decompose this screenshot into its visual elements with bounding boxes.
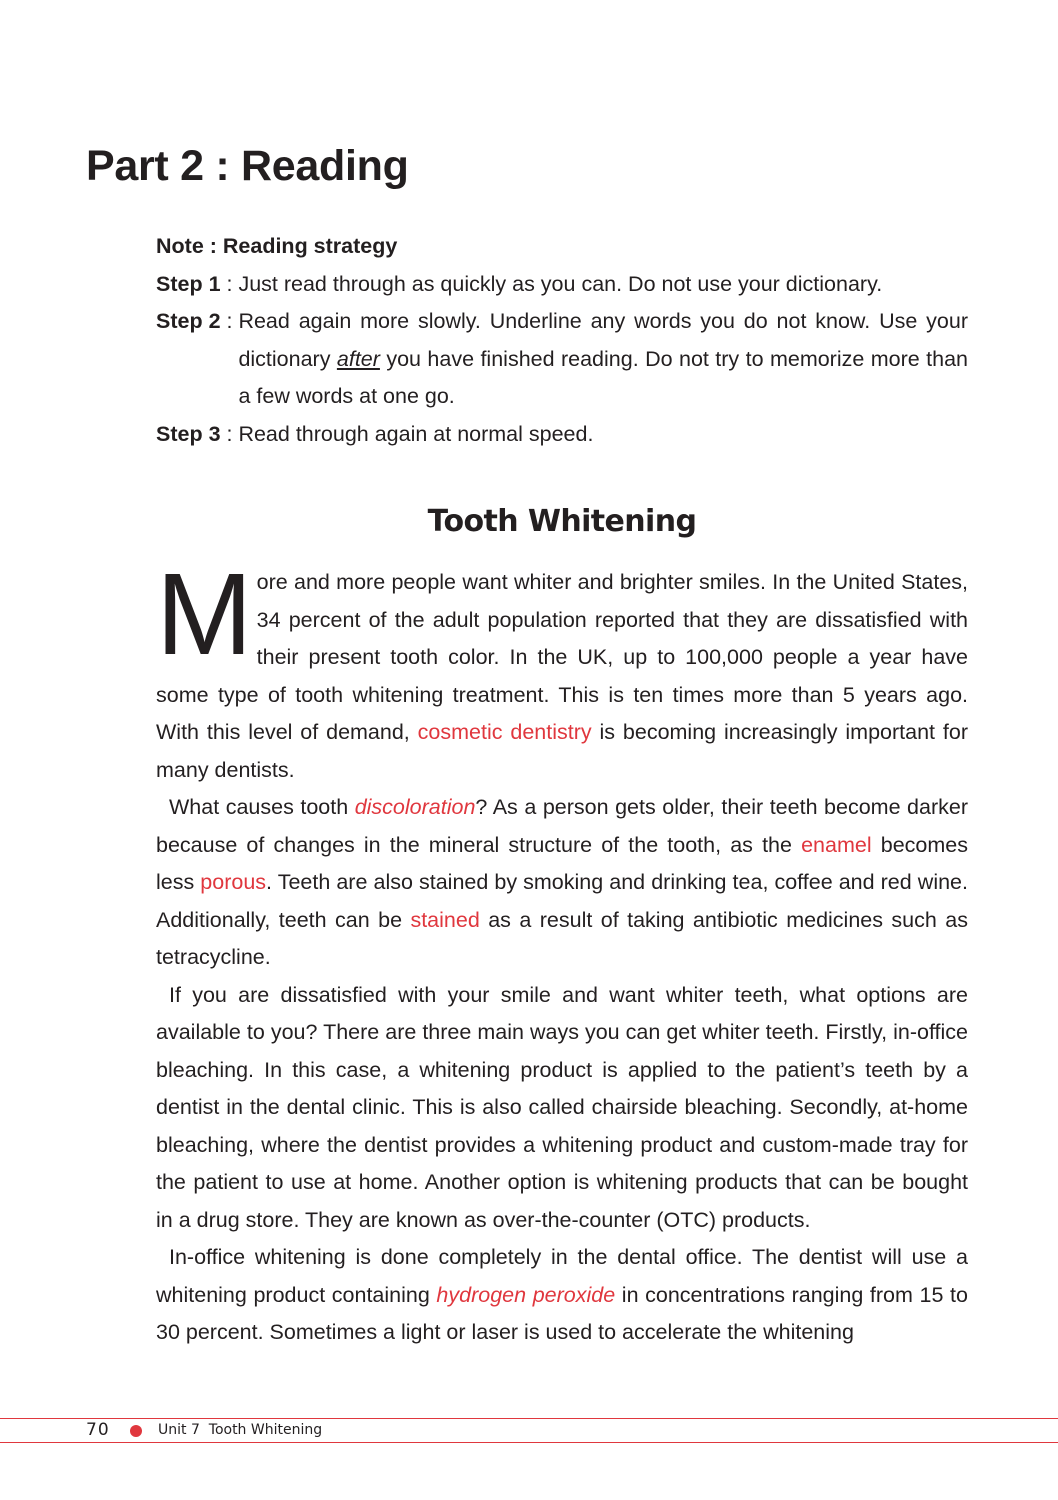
step-2: [156, 303, 968, 416]
paragraph-3: If you are dissatisfied with your smile and want whiter teeth, what options are available to you? There are three main ways you can get whiter teeth. Firstly, in-office bleaching. In this case, a whitening product is applied to the patient’s teeth by a dentist in the dental clinic. This is also called chairside bleaching. Secondly, at-home bleaching, where the dentist provides a whitening product and custom-made tray for the patient to use at home. Another option is whitening products that can be bought in a drug store. They are known as over-the-counter (OTC) products.: [156, 982, 968, 1232]
vocab-term: hydrogen peroxide: [436, 1282, 616, 1307]
page-title: Part 2 : Reading: [86, 142, 409, 190]
vocab-term: stained: [410, 907, 480, 932]
step-3-label: Step 3: [156, 421, 221, 446]
vocab-term: discoloration: [354, 795, 476, 819]
vocab-term: cosmetic dentistry: [417, 720, 592, 744]
step-3-text: Read through again at normal speed.: [238, 421, 594, 446]
paragraph-1: More and more people want whiter and brighter smiles. In the United States, 34 percent of the adult population reported that they are dissatisfied with their present tooth color. In the UK, up to 100,000 people a year have some type of tooth whitening treatment. This is ten times more than 5 years ago. With this level of demand, cosmetic dentistry is becoming increasingly important for many dentists.: [156, 549, 968, 782]
step-1-separator: :: [220, 271, 239, 296]
vocab-term: enamel: [801, 832, 872, 857]
article-body: [156, 549, 969, 1352]
footer-unit-title: Tooth Whitening: [208, 1422, 323, 1438]
step-1: [156, 266, 968, 304]
step-3: [156, 416, 968, 454]
reading-strategy-note: [156, 228, 968, 453]
note-heading: Note : Reading strategy: [156, 234, 398, 258]
step-2-label: Step 2: [156, 309, 221, 333]
step-1-label: Step 1: [156, 271, 221, 296]
article-title: Tooth Whitening: [427, 504, 697, 539]
step-2-separator: :: [220, 309, 239, 333]
drop-cap: M: [156, 549, 253, 679]
footer-unit-label: [158, 1422, 322, 1439]
bullet-dot-icon: [130, 1425, 142, 1437]
vocab-term: porous: [200, 870, 267, 894]
footer-rule-top: [0, 1418, 1058, 1419]
paragraph-4: In-office whitening is done completely in the dental office. The dentist will use a whitening product containing hydrogen peroxide in concentrations ranging from 15 to 30 percent. Sometimes a light or laser is used to accelerate the whitening: [156, 1245, 968, 1344]
step-3-separator: :: [220, 421, 239, 446]
step-1-text: Just read through as quickly as you can. Do not use your dictionary.: [238, 271, 883, 296]
footer-rule-bottom: [0, 1442, 1058, 1443]
step-2-emphasis: after: [336, 346, 380, 371]
footer-unit: Unit 7: [158, 1422, 200, 1438]
paragraph-2: What causes tooth discoloration? As a person gets older, their teeth become darker because of changes in the mineral structure of the tooth, as the enamel becomes less porous. Teeth are also stained by smoking and drinking tea, coffee and red wine. Additionally, teeth can be stained as a result of taking antibiotic medicines such as tetracycline.: [156, 795, 969, 969]
page-number: 70: [86, 1420, 110, 1440]
step-2-text: Read again more slowly. Underline any words you do not know. Use your dictionary after you have finished reading. Do not try to memorize more than a few words at one go.: [238, 309, 968, 408]
